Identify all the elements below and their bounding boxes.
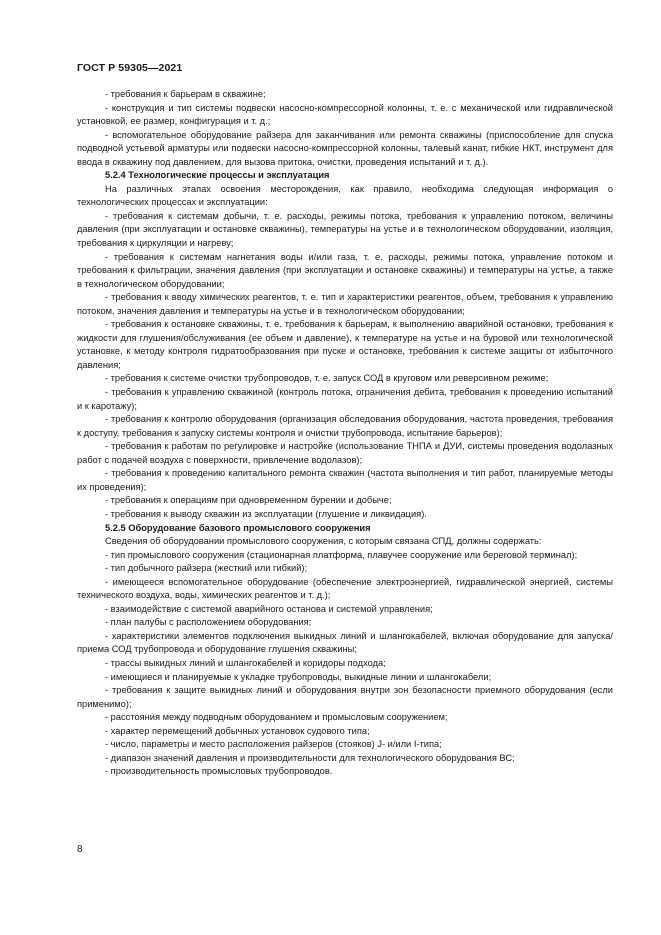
paragraph: - взаимодействие с системой аварийного останова и системой управления; [105,603,433,614]
paragraph: - требования к системе очистки трубопроводов, т. е. запуск СОД в круговом или реверсивном режиме; [105,373,549,384]
paragraph: - диапазон значений давления и производительности для технологического оборудования ВС; [105,752,515,763]
paragraph: - число, параметры и место расположения райзеров (стояков) J- и/или I-типа; [105,739,442,750]
page-header: ГОСТ Р 59305—2021 [77,62,183,74]
paragraph: Сведения об оборудовании промыслового сооружения, с которым связана СПД, должны содержать: [105,536,542,547]
paragraph: - тип добычного райзера (жесткий или гибкий); [105,563,308,574]
paragraph: - имеющееся вспомогательное оборудование (обеспечение электроэнергией, гидравлической энергией, системы технического воздуха, воды, химических реагентов и т. д.); [77,576,613,601]
paragraph: - тип промыслового сооружения (стационарная платформа, плавучее сооружение или береговой терминал); [105,549,578,560]
paragraph: - план палубы с расположением оборудования; [105,617,312,628]
paragraph: - конструкция и тип системы подвески насосно-компрессорной колонны, т. е. с механической или гидравлической установкой, ее размер, конфигурация и т. д.; [77,102,613,127]
paragraph: - требования к остановке скважины, т. е. требования к барьерам, к выполнению аварийной остановки, требования к жидкости для глушения/обслуживания (ее объем и давление), к температуре на устье и на буровой или технологической установке, к методу контроля гидратообразования при пуске и остановке, требования к системе защиты от избыточного давления; [77,319,613,370]
paragraph: - характер перемещений добычных установок судового типа; [105,725,370,736]
paragraph: - расстояния между подводным оборудованием и промысловым сооружением; [105,712,448,723]
section-heading: 5.2.4 Технологические процессы и эксплуатация [105,170,330,181]
paragraph: - вспомогательное оборудование райзера для заканчивания или ремонта скважины (приспособление для спуска подводной устьевой арматуры или подвески насосно-компрессорной колонны, талевый канат, гибкие НКТ, инструмент для ввода в скважину под давлением, для вызова притока, очистки, проведения испытаний и т. д.). [77,129,613,167]
paragraph: На различных этапах освоения месторождения, как правило, необходима следующая информация о технологических процессах и эксплуатации: [77,183,613,208]
paragraph: - требования к контролю оборудования (организация обследования оборудования, частота проведения, требования к доступу, требования к запуску системы контроля и очистки трубопровода, испытание барьеров); [77,414,613,438]
paragraph: - требования к работам по регулировке и настройке (использование ТНПА и ДУИ, системы проведения водолазных работ с подачей воздуха с поверхности, привлечение водолазов); [77,441,613,465]
paragraph: - требования к проведению капитального ремонта скважин (частота выполнения и тип работ, планируемые методы их проведения); [77,468,613,492]
paragraph: - требования к защите выкидных линий и оборудования внутри зон безопасности приемного оборудования (если применимо); [77,685,613,709]
paragraph: - требования к барьерам в скважине; [105,89,266,99]
paragraph: - требования к системам добычи, т. е. расходы, режимы потока, требования к управлению потоком, величины давления (при эксплуатации и остановке скважины), температуры на устье и в технологическом оборудовании, изоляция, требования к циркуляции и нагреву; [77,210,613,249]
paragraph: - требования к выводу скважин из эксплуатации (глушение и ликвидация). [105,508,427,519]
paragraph: - требования к управлению скважиной (контроль потока, ограничения дебита, требования к проведению испытаний и к каротажу); [77,387,613,411]
paragraph: - требования к системам нагнетания воды и/или газа, т. е. расходы, режимы потока, управление потоком и требования к фильтрации, значения давления (при эксплуатации и остановке скважины) и температуры на устье, а также в технологическом оборудовании; [77,251,613,289]
document-body [77,88,613,779]
paragraph: - требования к вводу химических реагентов, т. е. тип и характеристики реагентов, объем, требования к управлению потоком, значения давления и температуры на устье и в технологическом оборудовании; [77,292,613,316]
paragraph: - требования к операциям при одновременном бурении и добыче; [105,495,392,506]
page-number: 8 [77,844,83,855]
paragraph: - имеющиеся и планируемые к укладке трубопроводы, выкидные линии и шлангокабели; [105,671,492,682]
section-heading: 5.2.5 Оборудование базового промыслового сооружения [105,522,371,533]
paragraph: - трассы выкидных линий и шлангокабелей и коридоры подхода; [105,657,386,668]
paragraph: - характеристики элементов подключения выкидных линий и шлангокабелей, включая оборудование для запуска/приема СОД трубопровода и оборудование глушения скважины; [77,630,613,655]
paragraph: - производительность промысловых трубопроводов. [105,766,333,777]
